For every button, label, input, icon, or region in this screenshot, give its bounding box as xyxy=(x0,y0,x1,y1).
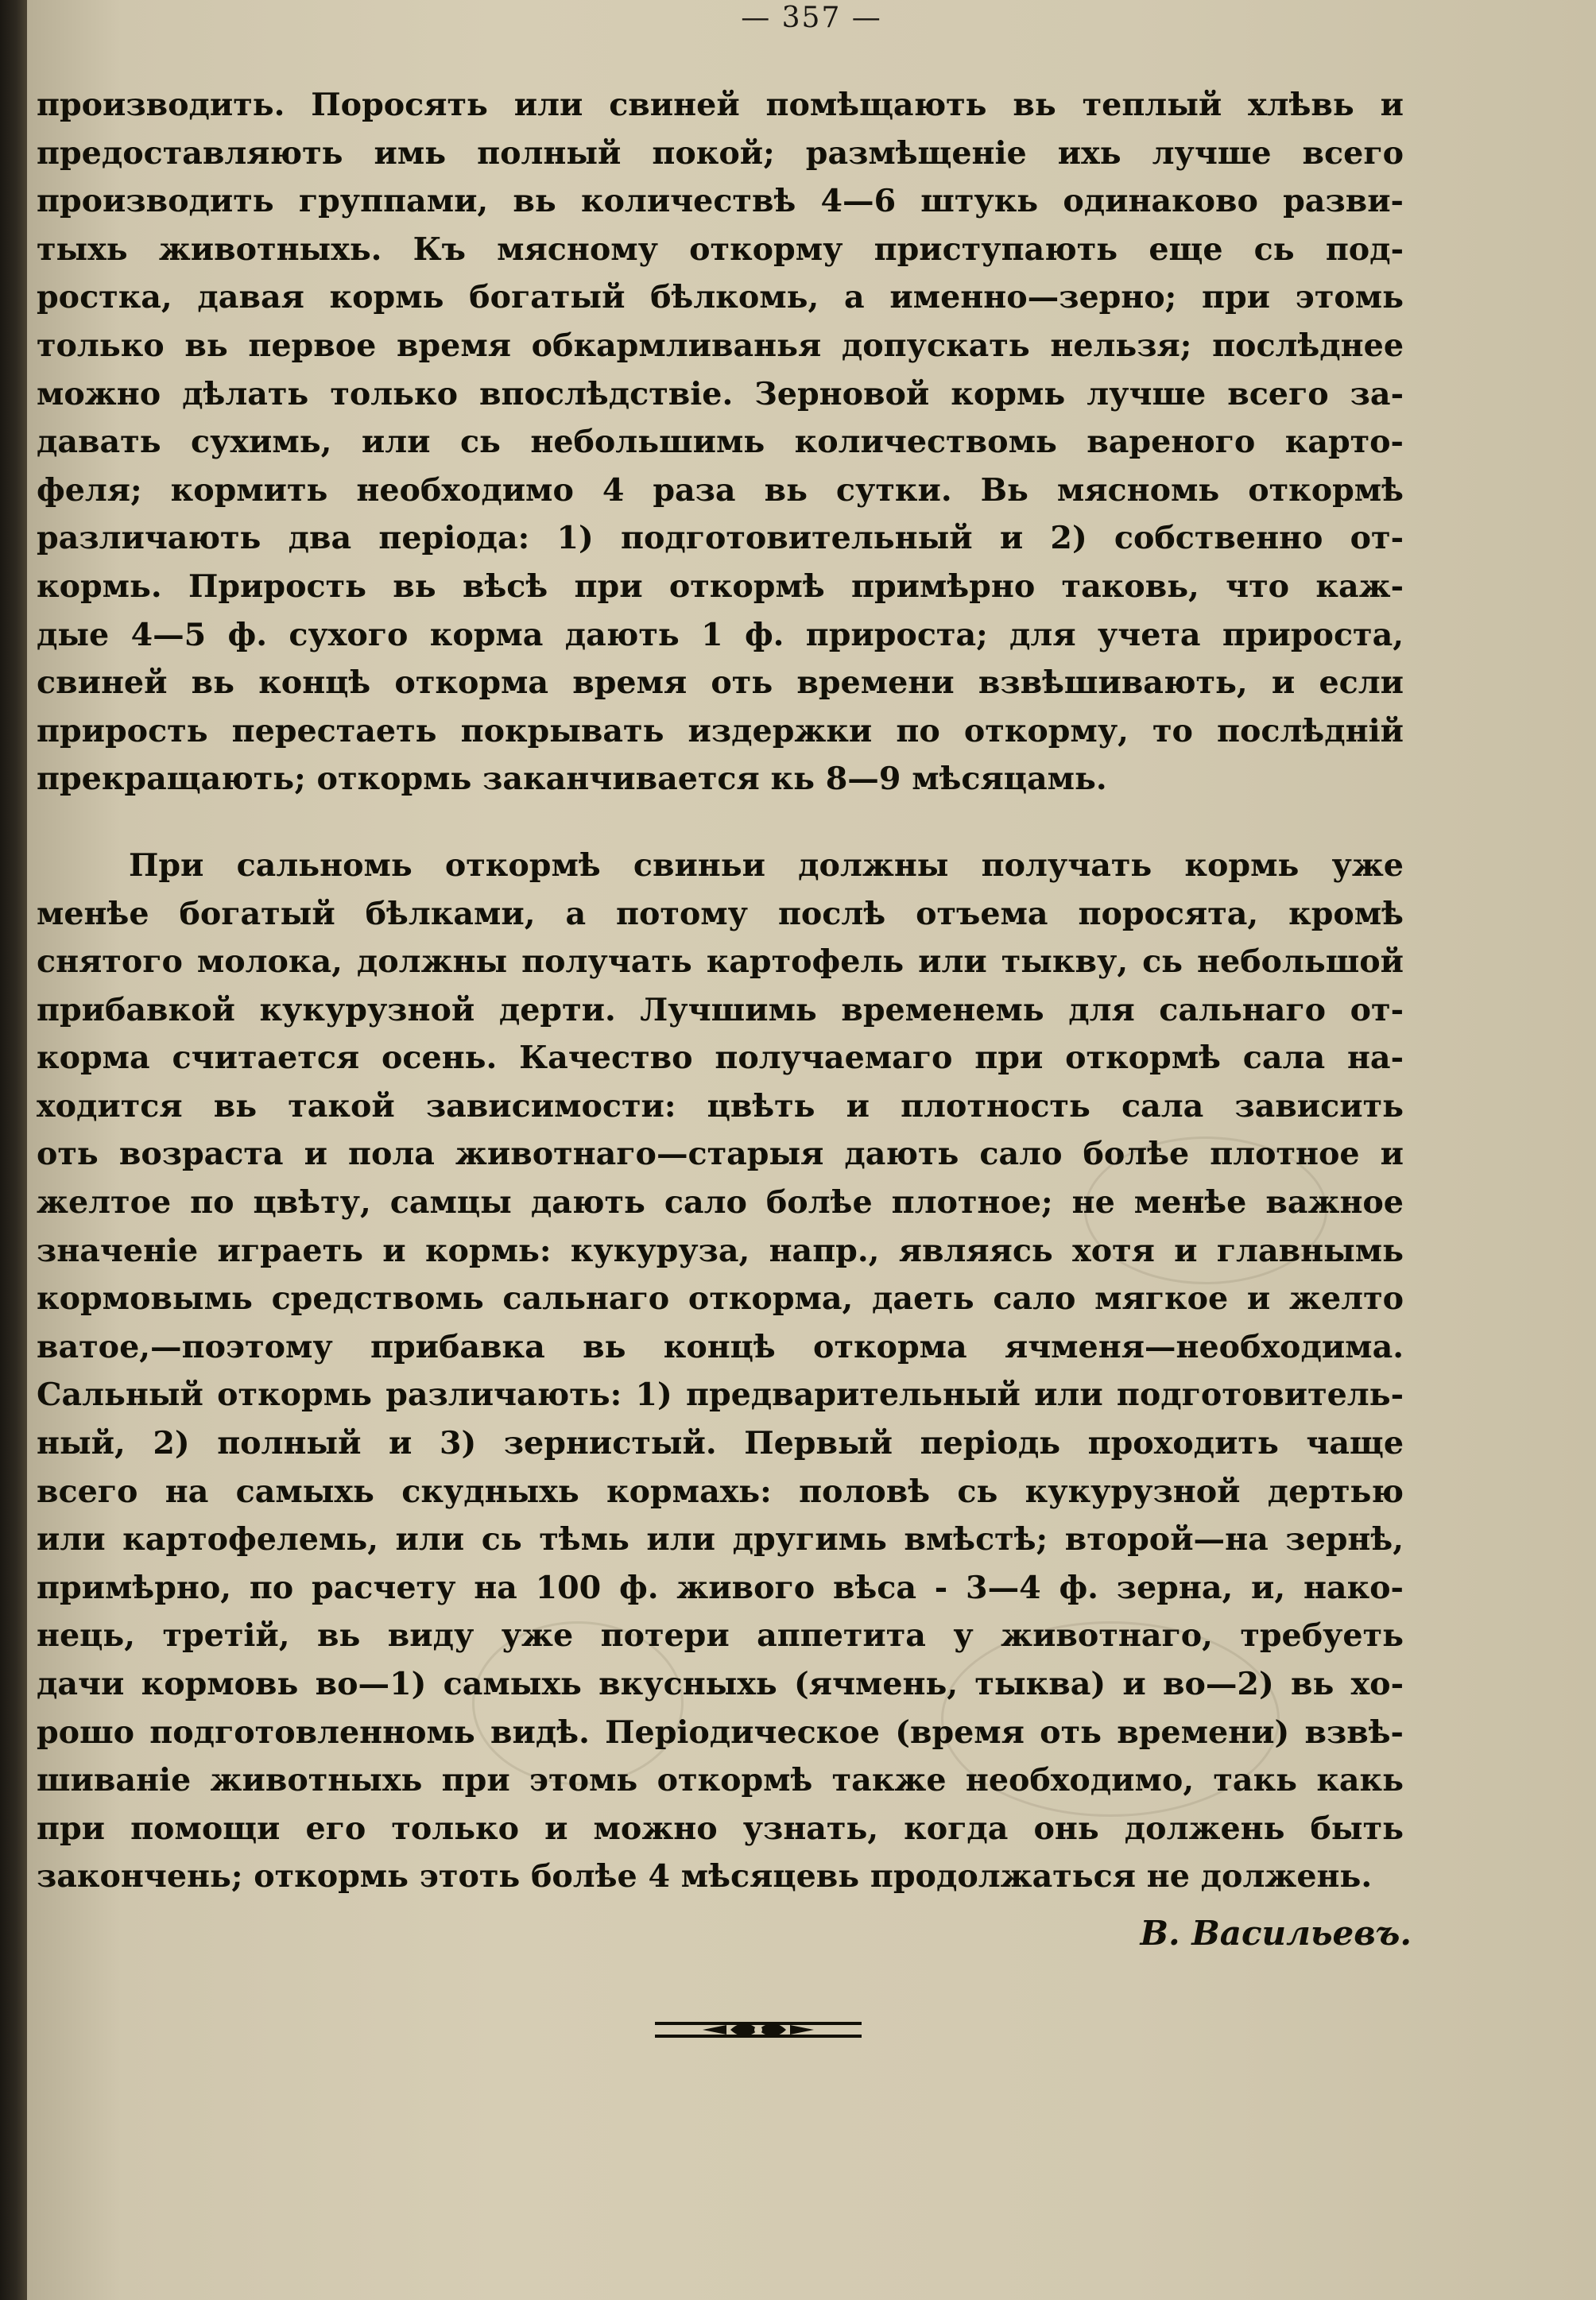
text-line: рошо подготовленномь видѣ. Періодическое (время оть времени) взвѣ- xyxy=(37,1713,1404,1751)
text-line: давать сухимь, или сь небольшимь количествомь вареного карто- xyxy=(37,424,1404,461)
text-line: примѣрно, по расчету на 100 ф. живого вѣса - 3—4 ф. зерна, и, нако- xyxy=(37,1569,1404,1606)
text-line: желтое по цвѣту, самцы дають сало болѣе плотное; не менѣе важное xyxy=(37,1184,1404,1222)
text-line: корма считается осень. Качество получаемаго при откормѣ сала на- xyxy=(37,1040,1404,1077)
text-line: тыхь животныхь. Къ мясному откорму приступають еще сь под- xyxy=(37,230,1404,268)
page-number: — 357 — xyxy=(741,2,882,34)
book-binding-gutter xyxy=(0,0,27,2300)
text-line: всего на самыхь скудныхь кормахь: половѣ сь кукурузной дертью xyxy=(37,1473,1404,1510)
text-line: снятого молока, должны получать картофель или тыкву, сь небольшой xyxy=(37,943,1404,981)
text-line: феля; кормить необходимо 4 раза вь сутки. Вь мясномь откормѣ xyxy=(37,471,1404,509)
paragraph-gap xyxy=(37,803,1404,842)
text-line: предоставляють имь полный покой; размѣщеніе ихь лучше всего xyxy=(37,134,1404,172)
text-line: только вь первое время обкармливанья допускать нельзя; послѣднее xyxy=(37,327,1404,364)
text-line: дые 4—5 ф. сухого корма дають 1 ф. прироста; для учета прироста, xyxy=(37,616,1404,653)
text-line: прекращають; откормь заканчивается кь 8—9 мѣсяцамь. xyxy=(37,761,1107,798)
author-signature: В. Васильевъ. xyxy=(1140,1914,1412,1953)
book-page xyxy=(27,0,1596,2300)
article-body xyxy=(37,81,1404,1901)
text-line: оть возраста и пола животнаго—старыя дають сало болѣе плотное и xyxy=(37,1136,1404,1173)
text-line: кормовымь средствомь сальнаго откорма, даеть сало мягкое и желто xyxy=(37,1280,1404,1318)
text-line: различають два періода: 1) подготовительный и 2) собственно от- xyxy=(37,520,1404,557)
text-line: ный, 2) полный и 3) зернистый. Первый періодь проходить чаще xyxy=(37,1425,1404,1462)
text-line: ходится вь такой зависимости: цвѣть и плотность сала зависить xyxy=(37,1087,1404,1125)
text-line: нець, третій, вь виду уже потери аппетита у животнаго, требуеть xyxy=(37,1617,1404,1655)
text-line: производить. Поросять или свиней помѣщають вь теплый хлѣвь и xyxy=(37,87,1404,123)
text-line: можно дѣлать только впослѣдствіе. Зерновой кормь лучше всего за- xyxy=(37,375,1404,412)
text-line: ватое,—поэтому прибавка вь концѣ откорма ячменя—необходима. xyxy=(37,1328,1404,1365)
text-line: производить группами, вь количествѣ 4—6 штукь одинаково разви- xyxy=(37,183,1404,220)
text-line: значеніе играеть и кормь: кукуруза, напр., являясь хотя и главнымь xyxy=(37,1232,1404,1269)
text-line: прирость перестаеть покрывать издержки по откорму, то послѣдній xyxy=(37,712,1404,749)
text-line: при помощи его только и можно узнать, когда онь должень быть xyxy=(37,1810,1404,1847)
text-line: дачи кормовь во—1) самыхь вкусныхь (ячмень, тыква) и во—2) вь хо- xyxy=(37,1666,1404,1702)
text-line: свиней вь концѣ откорма время оть времени взвѣшивають, и если xyxy=(37,664,1404,702)
text-line: Сальный откормь различають: 1) предварительный или подготовитель- xyxy=(37,1377,1404,1414)
text-line: кормь. Прирость вь вѣсѣ при откормѣ примѣрно таковь, что каж- xyxy=(37,567,1404,605)
text-line: закончень; откормь этоть болѣе 4 мѣсяцевь продолжаться не должень. xyxy=(37,1858,1373,1895)
paragraph-lard-fattening xyxy=(37,842,1404,1901)
text-line: менѣе богатый бѣлками, а потому послѣ отъема поросята, кромѣ xyxy=(37,895,1404,932)
paragraph-meat-fattening xyxy=(37,81,1404,803)
ornament-divider-icon xyxy=(655,2015,862,2044)
text-line: ростка, давая кормь богатый бѣлкомь, а именно—зерно; при этомь xyxy=(37,279,1404,316)
text-line: При сальномь откормѣ свиньи должны получать кормь уже xyxy=(129,846,1404,884)
text-line: прибавкой кукурузной дерти. Лучшимь временемь для сальнаго от- xyxy=(37,991,1404,1028)
text-line: или картофелемь, или сь тѣмь или другимь вмѣстѣ; второй—на зернѣ, xyxy=(37,1521,1404,1559)
text-line: шиваніе животныхь при этомь откормѣ также необходимо, такь какь xyxy=(37,1762,1404,1799)
